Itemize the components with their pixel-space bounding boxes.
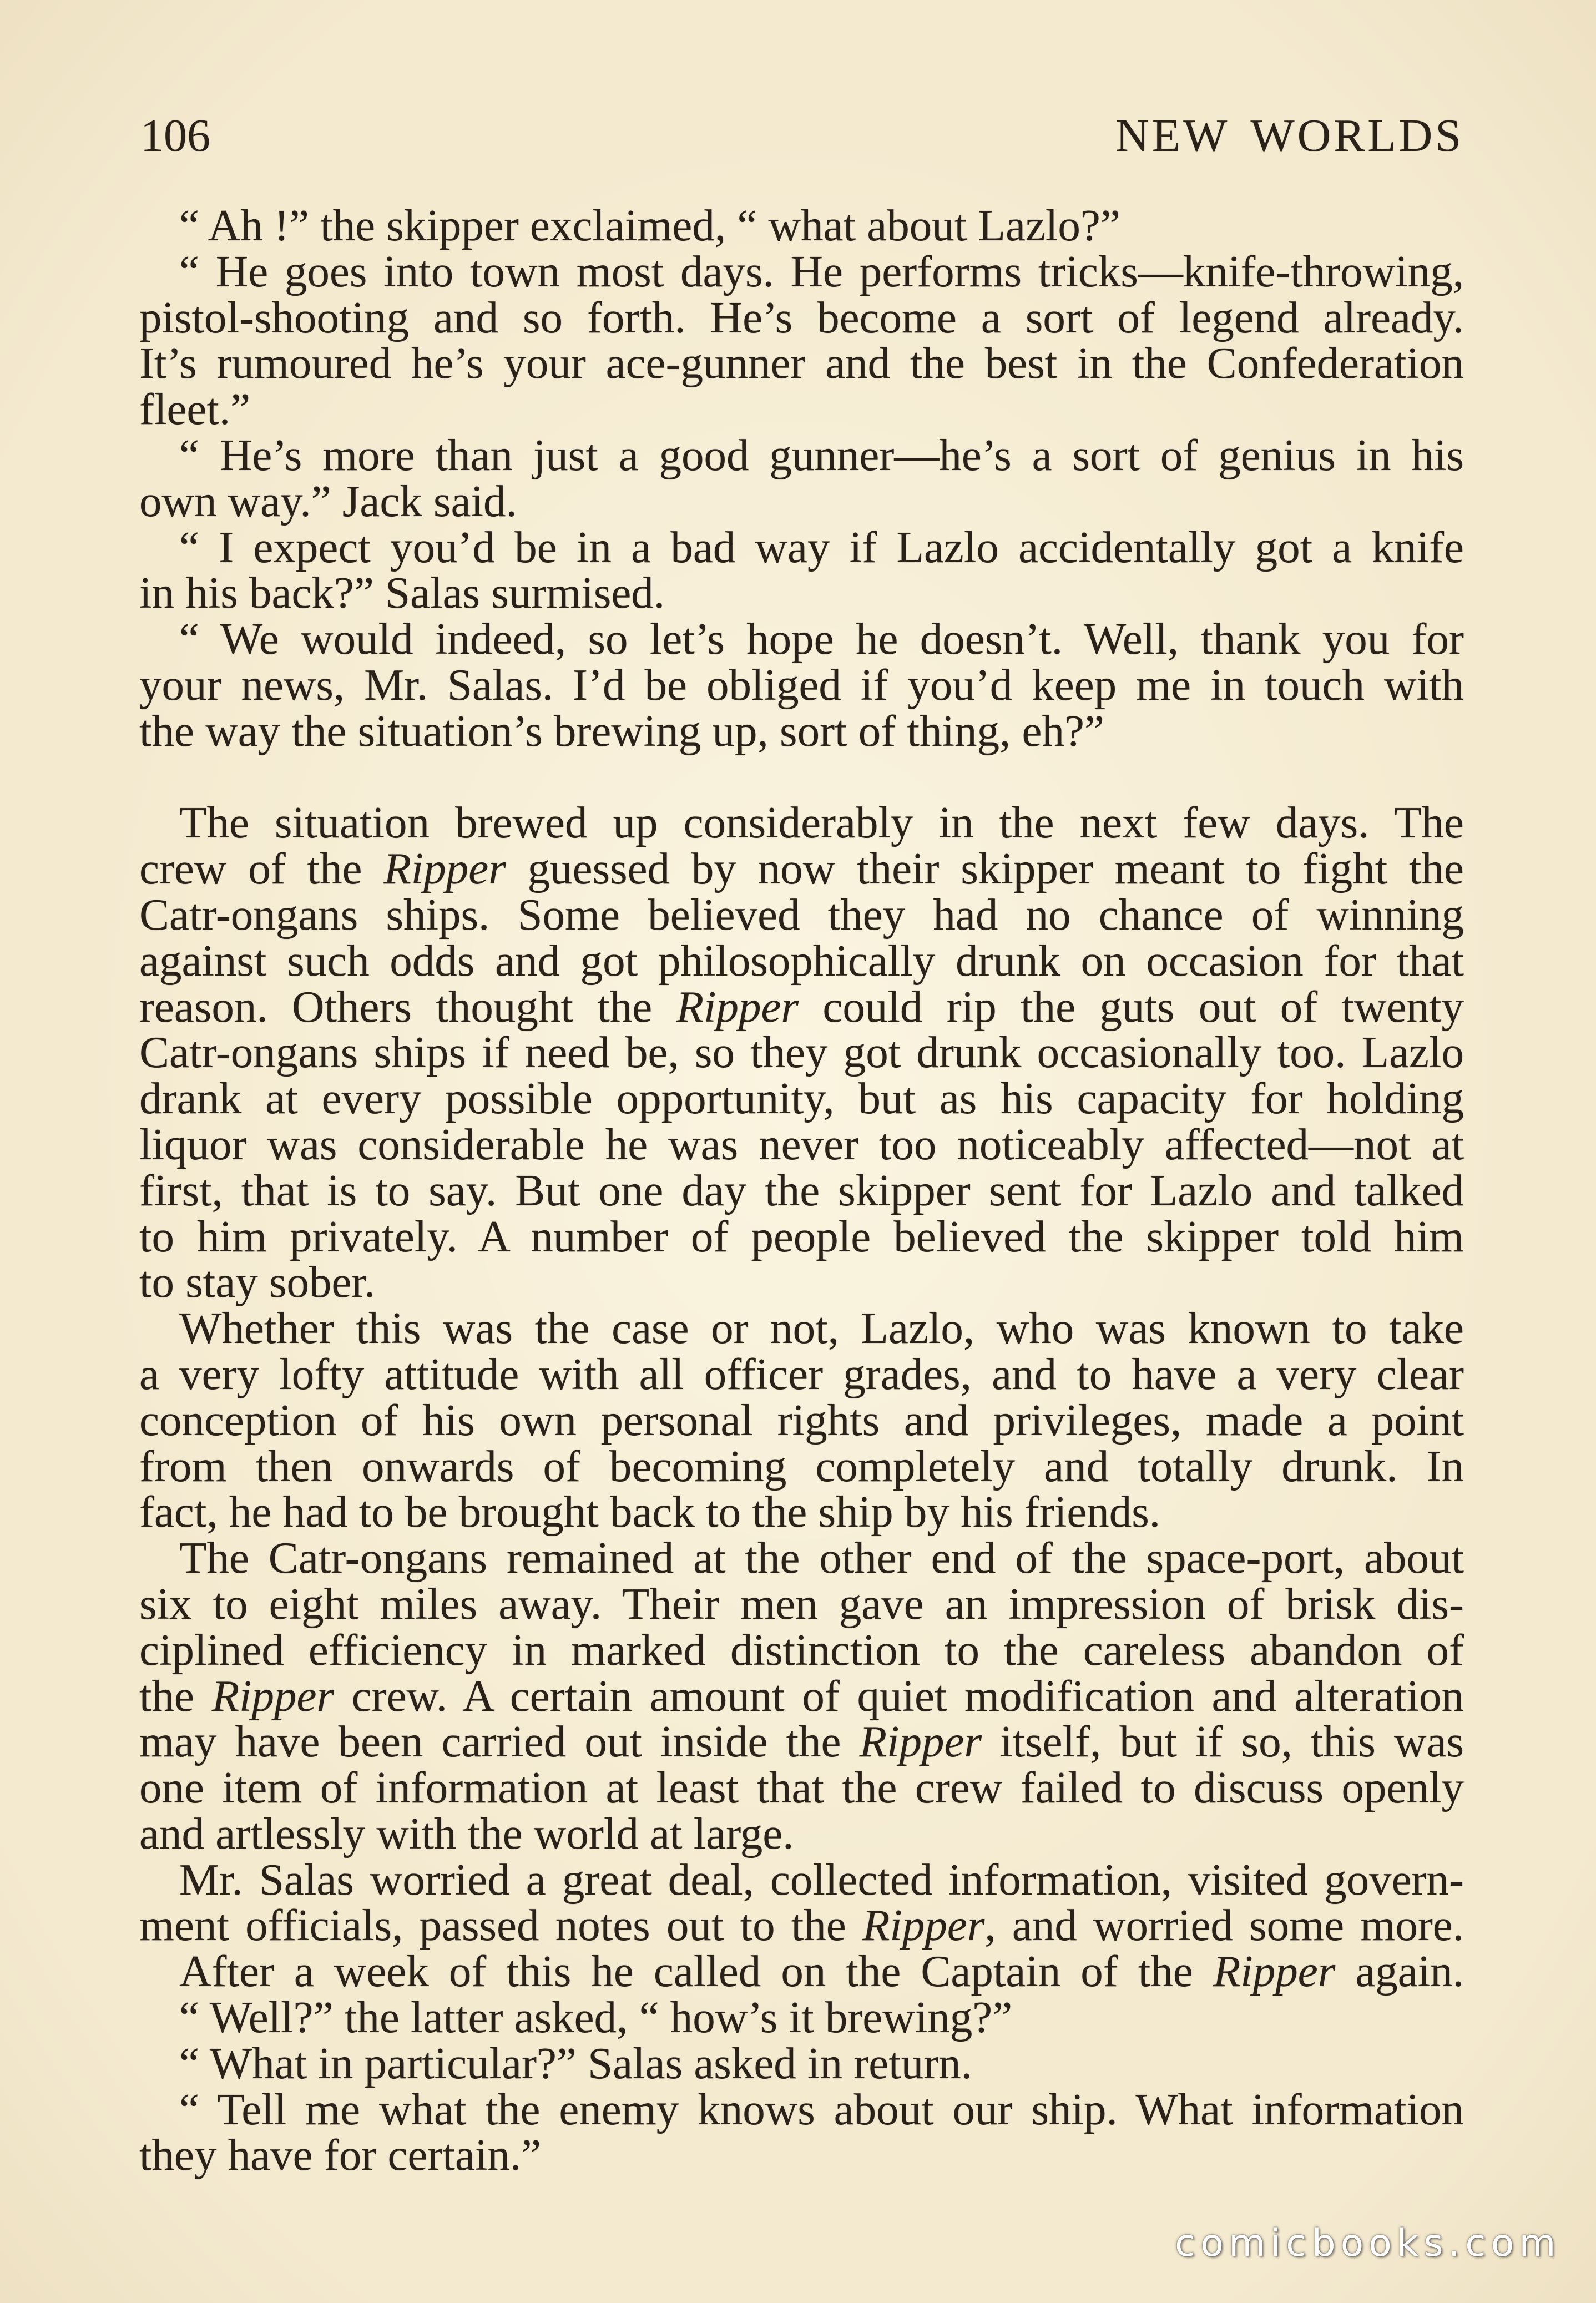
- line-segment: the: [139, 1670, 212, 1721]
- paragraph: [139, 1994, 1464, 2041]
- text-line: against such odds and got philosophically drunk on occasion for that: [139, 935, 1464, 986]
- text-line: Whether this was the case or not, Lazlo, who was known to take: [179, 1303, 1464, 1353]
- text-line: [139, 1670, 1464, 1721]
- text-line: [139, 1946, 1464, 1997]
- text-line: “ What in particular?” Salas asked in return.: [179, 2038, 972, 2088]
- text-line: Catr-ongans ships. Some believed they had no chance of winning: [139, 889, 1464, 940]
- paragraph: [139, 1946, 1464, 1997]
- line-segment: crew. A certain amount of quiet modification and alteration: [334, 1670, 1464, 1721]
- watermark-logo: comicbooks.com: [1175, 2221, 1561, 2265]
- paragraph: [139, 1535, 1464, 1857]
- line-segment: ment officials, passed notes out to the: [139, 1900, 862, 1951]
- text-line: to him privately. A number of people believed the skipper told him: [139, 1211, 1464, 1261]
- paragraph: [139, 797, 1464, 1307]
- text-line: Mr. Salas worried a great deal, collected information, visited govern-: [179, 1854, 1464, 1905]
- line-segment: could rip the guts out of twenty: [799, 981, 1464, 1032]
- text-line: from then onwards of becoming completely and totally drunk. In: [139, 1441, 1464, 1491]
- text-line: pistol-shooting and so forth. He’s become a sort of legend already.: [139, 292, 1464, 342]
- text-line: [139, 1716, 1464, 1767]
- line-segment: , and worried some more.: [984, 1900, 1464, 1951]
- section-dialogue: [139, 200, 1464, 756]
- text-line: conception of his own personal rights and privileges, made a point: [139, 1395, 1464, 1445]
- line-segment: After a week of this he called on the Captain of the: [179, 1946, 1213, 1997]
- text-line: [139, 846, 1464, 892]
- text-line: Catr-ongans ships if need be, so they got drunk occasionally too. Lazlo: [139, 1027, 1464, 1078]
- paragraph: [139, 2038, 1464, 2088]
- text-line: and artlessly with the world at large.: [139, 1808, 794, 1858]
- ship-name-italic: Ripper: [859, 1716, 982, 1767]
- ship-name-italic: Ripper: [383, 844, 506, 894]
- text-line: liquor was considerable he was never too noticeably affected—not at: [139, 1119, 1464, 1169]
- text-line: [139, 1900, 1464, 1951]
- text-line: in his back?” Salas surmised.: [139, 568, 665, 618]
- paragraph: [139, 524, 1464, 617]
- line-segment: crew of the: [139, 844, 384, 894]
- running-head: NEW WORLDS: [1115, 110, 1464, 161]
- text-line: [139, 981, 1464, 1032]
- text-line: your news, Mr. Salas. I’d be obliged if you’d keep me in touch with: [139, 659, 1464, 710]
- line-segment: guessed by now their skipper meant to fight the: [506, 844, 1464, 894]
- text-line: own way.” Jack said.: [139, 476, 517, 526]
- text-line: six to eight miles away. Their men gave an impression of brisk dis-: [139, 1578, 1464, 1629]
- text-line: “ He’s more than just a good gunner—he’s a sort of genius in his: [179, 430, 1464, 480]
- text-line: The situation brewed up considerably in the next few days. The: [179, 797, 1464, 848]
- paragraph: [139, 200, 1464, 250]
- text-line: It’s rumoured he’s your ace-gunner and the best in the Confederation: [139, 338, 1464, 388]
- paragraph: [139, 246, 1464, 435]
- section-narrative: [139, 797, 1464, 2180]
- page-header: [140, 110, 1464, 161]
- text-line: “ I expect you’d be in a bad way if Lazlo accidentally got a knife: [179, 522, 1464, 572]
- text-line: one item of information at least that the crew failed to discuss openly: [139, 1762, 1464, 1813]
- text-line: The Catr-ongans remained at the other end of the space-port, about: [179, 1533, 1464, 1583]
- paragraph: [139, 1305, 1464, 1535]
- page-number: 106: [140, 110, 210, 161]
- text-line: “ Tell me what the enemy knows about our ship. What information: [179, 2084, 1464, 2134]
- ship-name-italic: Ripper: [1213, 1946, 1336, 1997]
- text-line: ciplined efficiency in marked distinction to the careless abandon of: [139, 1624, 1464, 1675]
- text-line: drank at every possible opportunity, but as his capacity for holding: [139, 1073, 1464, 1124]
- line-segment: may have been carried out inside the: [139, 1716, 860, 1767]
- text-line: fact, he had to be brought back to the ship by his friends.: [139, 1487, 1161, 1537]
- text-line: fleet.”: [139, 384, 251, 435]
- text-line: they have for certain.”: [139, 2130, 542, 2180]
- line-segment: itself, but if so, this was: [982, 1716, 1464, 1767]
- text-line: a very lofty attitude with all officer grades, and to have a very clear: [139, 1349, 1464, 1399]
- text-line: “ We would indeed, so let’s hope he doesn’t. Well, thank you for: [179, 614, 1464, 664]
- text-line: “ Well?” the latter asked, “ how’s it brewing?”: [179, 1992, 1013, 2043]
- paragraph: [139, 2084, 1464, 2180]
- paragraph: [139, 616, 1464, 754]
- ship-name-italic: Ripper: [676, 981, 799, 1032]
- text-line: first, that is to say. But one day the skipper sent for Lazlo and talked: [139, 1165, 1464, 1215]
- ship-name-italic: Ripper: [862, 1900, 985, 1951]
- text-line: “ Ah !” the skipper exclaimed, “ what about Lazlo?”: [179, 200, 1120, 250]
- paragraph: [139, 432, 1464, 524]
- text-line: to stay sober.: [139, 1257, 376, 1307]
- text-line: “ He goes into town most days. He performs tricks—knife-throwing,: [179, 246, 1464, 296]
- line-segment: again.: [1335, 1946, 1464, 1997]
- paragraph: [139, 1854, 1464, 1951]
- line-segment: reason. Others thought the: [139, 981, 676, 1032]
- text-line: the way the situation’s brewing up, sort of thing, eh?”: [139, 705, 1104, 756]
- ship-name-italic: Ripper: [211, 1670, 335, 1721]
- body-text: [139, 200, 1464, 2180]
